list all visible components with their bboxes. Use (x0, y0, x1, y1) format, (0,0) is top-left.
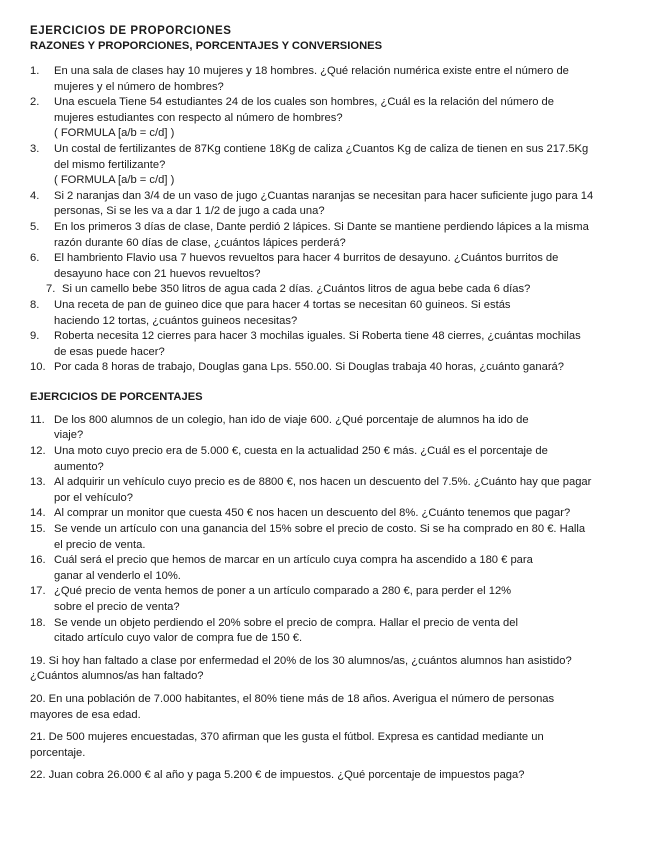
exercise-line: Roberta necesita 12 cierres para hacer 3 mochilas iguales. Si Roberta tiene 48 cierres, ¿cuántas mochilas (54, 330, 581, 343)
exercise-item (30, 413, 628, 444)
exercise-number: 5. (30, 220, 40, 233)
exercise-line: 19. Si hoy han faltado a clase por enfermedad el 20% de los 30 alumnos/as, ¿cuántos alumnos han asistido? (30, 654, 572, 667)
exercise-item (30, 189, 628, 220)
exercise-number: 8. (30, 298, 40, 311)
exercise-line: 20. En una población de 7.000 habitantes, el 80% tiene más de 18 años. Averigua el número de personas (30, 692, 555, 705)
exercise-line: Se vende un artículo con una ganancia del 15% sobre el precio de costo. Si se ha comprado en 80 €. Halla (54, 523, 586, 536)
exercise-item (30, 95, 628, 142)
exercise-number: 7. (46, 283, 56, 296)
exercise-line: De los 800 alumnos de un colegio, han ido de viaje 600. ¿Qué porcentaje de alumnos ha ido de (54, 413, 529, 426)
exercise-line: ¿Qué precio de venta hemos de poner a un artículo comparado a 280 €, para perder el 12% (54, 585, 512, 598)
percentages-exercise-list (30, 413, 628, 647)
exercise-line: Por cada 8 horas de trabajo, Douglas gana Lps. 550.00. Si Douglas trabaja 40 horas, ¿cuánto ganará? (54, 361, 564, 374)
exercise-item (30, 444, 628, 475)
proportions-exercise-list (30, 64, 628, 376)
exercise-number: 6. (30, 252, 40, 265)
exercise-paragraph (30, 692, 628, 723)
exercise-line: el precio de venta. (54, 538, 146, 551)
exercise-item (30, 298, 628, 329)
exercise-line: Al adquirir un vehículo cuyo precio es de 8800 €, nos hacen un descuento del 7.5%. ¿Cuánto hay que pagar (54, 476, 592, 489)
exercise-line: de esas puede hacer? (54, 345, 165, 358)
exercise-number: 12. (30, 445, 46, 458)
exercise-number: 11. (30, 413, 45, 426)
exercise-line: Un costal de fertilizantes de 87Kg contiene 18Kg de caliza ¿Cuantos Kg de caliza de tienen en sus 217.5Kg (54, 142, 589, 155)
document (30, 24, 628, 784)
exercise-number: 10. (30, 361, 46, 374)
exercise-number: 16. (30, 554, 46, 567)
exercise-item (30, 64, 628, 95)
exercise-item (30, 522, 628, 553)
exercise-line: Al comprar un monitor que cuesta 450 € nos hacen un descuento del 8%. ¿Cuánto tenemos que pagar? (54, 507, 571, 520)
exercise-line: sobre el precio de venta? (54, 601, 180, 613)
exercise-line: Si 2 naranjas dan 3/4 de un vaso de jugo ¿Cuantas naranjas se necesitan para hacer suficiente jugo para 14 (54, 189, 594, 202)
exercise-item (30, 360, 628, 376)
exercise-line: Si un camello bebe 350 litros de agua cada 2 días. ¿Cuántos litros de agua bebe cada 6 días? (62, 283, 531, 296)
exercise-line: En una sala de clases hay 10 mujeres y 18 hombres. ¿Qué relación numérica existe entre el número de (54, 65, 569, 77)
percentages-section-title: EJERCICIOS DE PORCENTAJES (30, 390, 203, 403)
document-subtitle: RAZONES Y PROPORCIONES, PORCENTAJES Y CONVERSIONES (30, 40, 383, 52)
exercise-line: En los primeros 3 días de clase, Dante perdió 2 lápices. Si Dante se mantiene perdiendo lápices a la misma (54, 220, 589, 233)
exercise-line: por el vehículo? (54, 491, 133, 504)
exercise-number: 18. (30, 616, 46, 629)
exercise-line: viaje? (54, 429, 84, 442)
exercise-paragraph (30, 768, 628, 784)
exercise-formula: ( FORMULA [a/b = c/d] ) (54, 127, 175, 140)
exercise-number: 4. (30, 189, 40, 202)
exercise-line: Cuál será el precio que hemos de marcar en un artículo cuya compra ha ascendido a 180 € para (54, 554, 533, 567)
exercise-item (30, 553, 628, 584)
exercise-number: 17. (30, 585, 46, 598)
exercise-line: ganar al venderlo el 10%. (54, 569, 181, 582)
exercise-item (30, 142, 628, 189)
exercise-line: citado artículo cuyo valor de compra fue de 150 €. (54, 632, 303, 645)
exercise-line: 22. Juan cobra 26.000 € al año y paga 5.200 € de impuestos. ¿Qué porcentaje de impuestos paga? (30, 769, 525, 782)
exercise-number: 9. (30, 330, 40, 343)
exercise-line: Una escuela Tiene 54 estudiantes 24 de los cuales son hombres, ¿Cuál es la relación del número de (54, 96, 555, 109)
exercise-line: aumento? (54, 460, 104, 473)
exercise-line: personas, Si se les va a dar 1 1/2 de jugo a cada una? (54, 205, 325, 218)
exercise-number: 3. (30, 142, 40, 155)
exercise-line: 21. De 500 mujeres encuestadas, 370 afirman que les gusta el fútbol. Expresa es cantidad mediante un (30, 731, 544, 744)
exercise-line: Una moto cuyo precio era de 5.000 €, cuesta en la actualidad 250 € más. ¿Cuál es el porcentaje de (54, 445, 548, 458)
exercise-line: mujeres y el número de hombres? (54, 80, 224, 93)
exercise-paragraph (30, 730, 628, 761)
exercise-line: El hambriento Flavio usa 7 huevos revueltos para hacer 4 burritos de desayuno. ¿Cuántos burritos de (54, 252, 559, 265)
exercise-line: Una receta de pan de guineo dice que para hacer 4 tortas se necesitan 60 guineos. Si estás (54, 298, 511, 311)
exercise-line: porcentaje. (30, 746, 86, 759)
exercise-item (30, 616, 628, 647)
exercise-paragraph (30, 654, 628, 685)
exercise-line: mayores de esa edad. (30, 708, 141, 721)
exercise-line: Se vende un objeto perdiendo el 20% sobre el precio de compra. Hallar el precio de venta del (54, 616, 518, 629)
exercise-number: 13. (30, 476, 46, 489)
exercise-line: del mismo fertilizante? (54, 158, 166, 171)
exercise-item (30, 251, 628, 282)
exercise-line: ¿Cuántos alumnos/as han faltado? (30, 670, 204, 683)
exercise-number: 1. (30, 65, 40, 77)
exercise-formula: ( FORMULA [a/b = c/d] ) (54, 174, 175, 187)
exercise-item (30, 329, 628, 360)
exercise-number: 15. (30, 523, 46, 536)
exercise-item (30, 475, 628, 506)
exercise-item (30, 506, 628, 522)
exercise-line: desayuno hace con 21 huevos revueltos? (54, 267, 261, 280)
exercise-line: mujeres estudiantes con respecto al número de hombres? (54, 111, 343, 124)
exercise-item (30, 584, 628, 615)
exercise-line: haciendo 12 tortas, ¿cuántos guineos necesitas? (54, 314, 298, 327)
exercise-number: 14. (30, 507, 46, 520)
exercise-number: 2. (30, 96, 40, 109)
exercise-line: razón durante 60 días de clase, ¿cuántos lápices perderá? (54, 236, 346, 249)
document-title: EJERCICIOS DE PROPORCIONES (30, 25, 232, 37)
exercise-item (30, 220, 628, 251)
exercise-item (30, 282, 628, 298)
